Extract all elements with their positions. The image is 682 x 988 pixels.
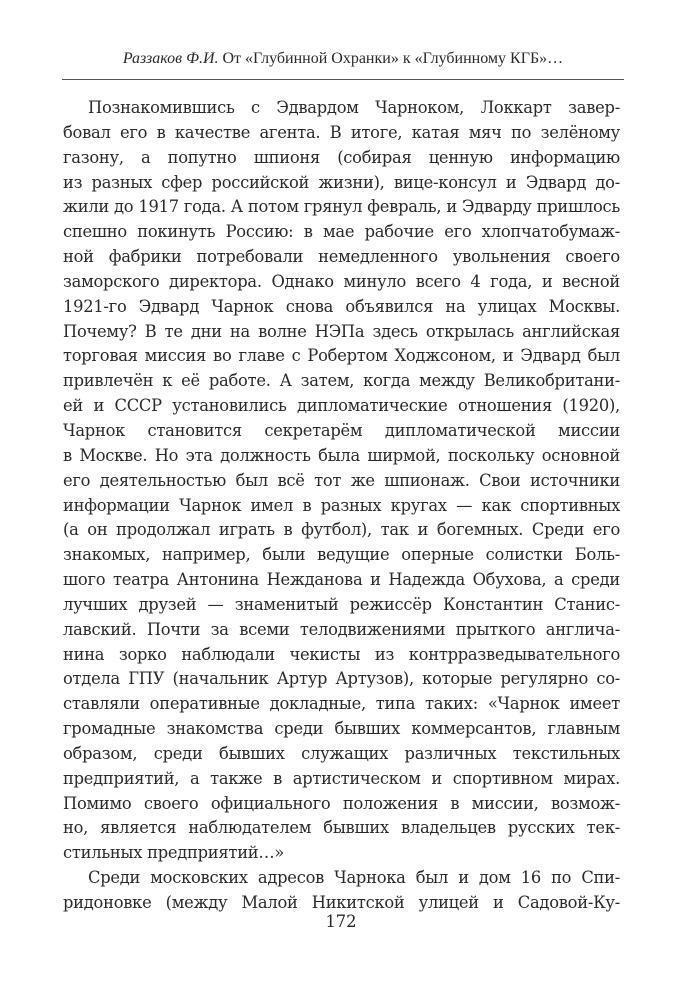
text-line: ной фабрики потребовали немедленного увольнения своего — [63, 247, 620, 267]
text-line: но, является наблюдателем бывших владельцев русских тек- — [63, 818, 620, 838]
text-line: шого театра Антонина Нежданова и Надежда Обухова, а среди — [63, 570, 620, 590]
text-line: торговая миссия во главе с Робертом Ходжсоном, и Эдвард был — [63, 346, 620, 366]
text-line: стильных предприятий…» — [63, 843, 285, 863]
text-line: ридоновке (между Малой Никитской улицей и Садовой-Ку- — [63, 893, 620, 912]
text-line: газону, а попутно шпионя (собирая ценную информацию — [63, 147, 620, 167]
header-author: Раззаков Ф.И. — [122, 50, 219, 67]
text-line: привлечён к её работе. А затем, когда между Великобритани- — [63, 371, 620, 391]
text-line: Познакомившись с Эдвардом Чарноком, Локкарт завер- — [88, 98, 620, 117]
text-line: Почему? В те дни на волне НЭПа здесь открылась английская — [63, 321, 620, 341]
text-line: образом, среди бывших служащих различных текстильных — [63, 743, 620, 763]
text-line: информации Чарнок имел в разных кругах — как спортивных — [63, 495, 620, 515]
text-line: лучших друзей — знаменитый режиссёр Константин Станис- — [63, 594, 620, 614]
text-line: в Москве. Но эта должность была ширмой, поскольку основной — [63, 445, 620, 465]
text-line: заморского директора. Однако минуло всего 4 года, и весной — [63, 271, 620, 291]
text-line: ставляли оперативные докладные, типа таких: «Чарнок имеет — [63, 694, 620, 714]
text-line: (а он продолжал играть в футбол), так и богемных. Среди его — [63, 520, 620, 540]
running-header — [62, 48, 624, 70]
text-line: лавский. Почти за всеми телодвижениями прыткого англича- — [63, 619, 620, 639]
text-line: Чарнок становится секретарём дипломатической миссии — [63, 420, 620, 440]
text-line: отдела ГПУ (начальник Артур Артузов), которые регулярно со- — [63, 669, 620, 689]
page-number: 172 — [325, 912, 357, 931]
text-line: бовал его в качестве агента. В итоге, катая мяч по зелёному — [63, 122, 620, 142]
text-line: нина зорко наблюдали чекисты из контрразведывательного — [63, 644, 620, 664]
header-title: От «Глубинной Охранки» к «Глубинному КГБ»… — [218, 50, 564, 67]
text-line: его деятельностью был всё тот же шпионаж. Свои источники — [63, 470, 620, 490]
header-divider — [62, 79, 624, 80]
text-line: спешно покинуть Россию: в мае рабочие его хлопчатобумаж- — [63, 222, 620, 242]
text-line: жили до 1917 года. А потом грянул февраль, и Эдварду пришлось — [63, 197, 620, 217]
text-line: предприятий, а также в артистическом и спортивном мирах. — [63, 768, 620, 788]
text-line: из разных сфер российской жизни), вице-консул и Эдвард до- — [63, 172, 620, 192]
text-line: громадные знакомства среди бывших коммерсантов, главным — [63, 719, 620, 739]
text-line: ей и СССР установились дипломатические отношения (1920), — [63, 396, 620, 416]
text-line: Среди московских адресов Чарнока был и дом 16 по Спи- — [88, 868, 620, 888]
text-line: Помимо своего официального положения в миссии, возмож- — [63, 793, 620, 813]
body-text — [63, 96, 620, 916]
text-line: знакомых, например, были ведущие оперные солистки Боль- — [63, 545, 620, 565]
text-line: 1921-го Эдвард Чарнок снова объявился на улицах Москвы. — [63, 296, 620, 316]
